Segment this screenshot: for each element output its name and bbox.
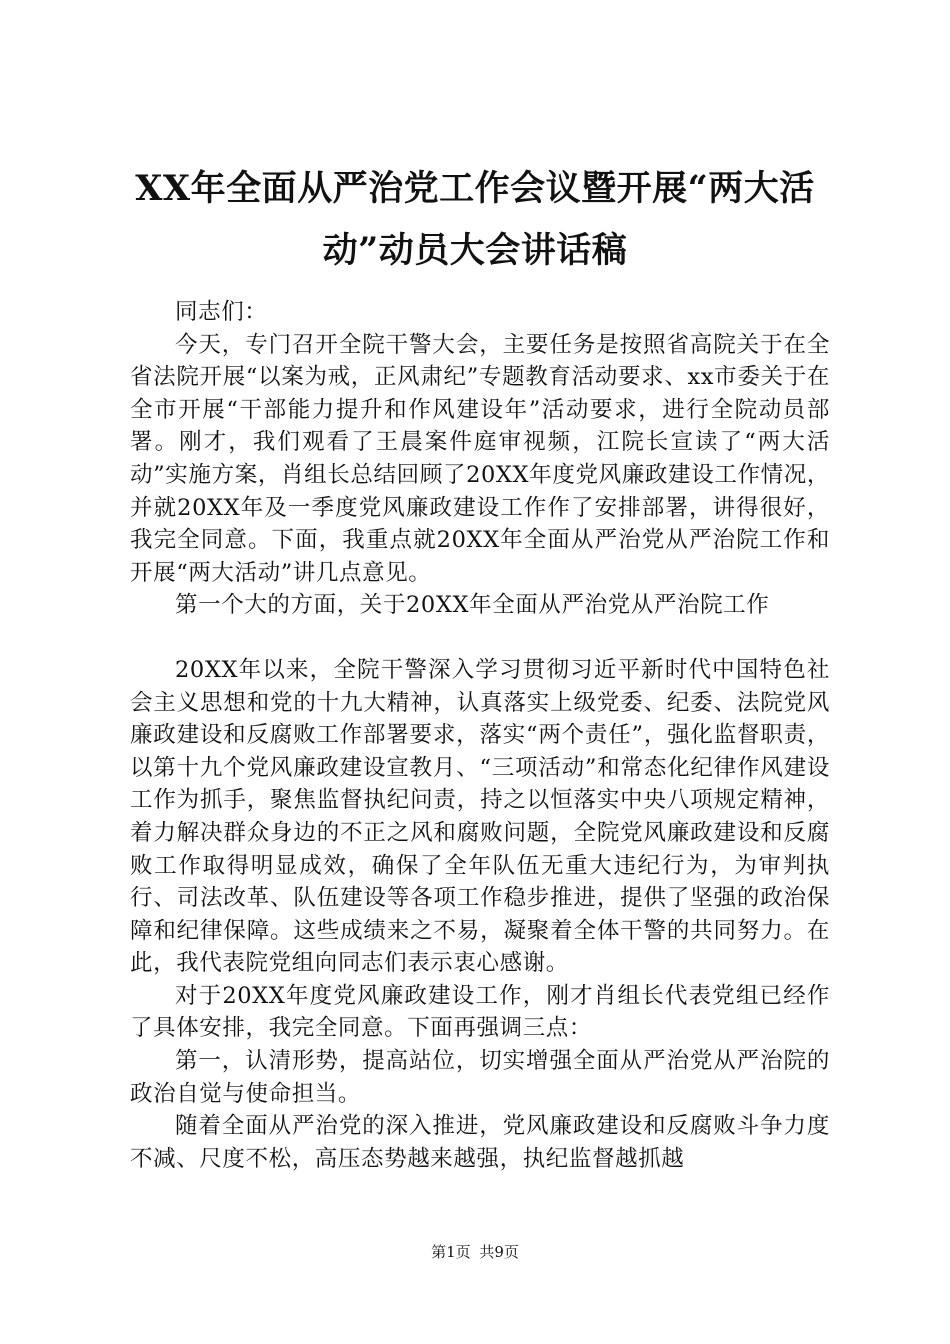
salutation-paragraph: 同志们：: [175, 299, 268, 325]
page-footer: [0, 1242, 950, 1262]
body-paragraph: 今天，专门召开全院干警大会，主要任务是按照省高院关于在全省法院开展“以案为戒，正风肃纪”专题教育活动要求、xx市委关于在全市开展“干部能力提升和作风建设年”活动要求，进行全院动员部署。刚才，我们观看了王晨案件庭审视频，江院长宣读了“两大活动”实施方案，肖组长总结回顾了20XX年度党风廉政建设工作情况，并就20XX年及一季度党风廉政建设工作作了安排部署，讲得很好，我完全同意。下面，我重点就20XX年全面从严治党从严治院工作和开展“两大活动”讲几点意见。: [130, 331, 830, 586]
title-line-1: XX年全面从严治党工作会议暨开展“两大活: [135, 168, 815, 209]
body-paragraph: 对于20XX年度党风廉政建设工作，刚才肖组长代表党组已经作了具体安排，我完全同意。下面再强调三点：: [130, 982, 830, 1042]
body-paragraph: 随着全面从严治党的深入推进，党风廉政建设和反腐败斗争力度不减、尺度不松，高压态势越来越强，执纪监督越抓越: [130, 1113, 830, 1172]
document-title: [120, 158, 830, 282]
point-heading-paragraph: 第一，认清形势，提高站位，切实增强全面从严治党从严治院的政治自觉与使命担当。: [130, 1048, 830, 1107]
body-paragraph: 20XX年以来，全院干警深入学习贯彻习近平新时代中国特色社会主义思想和党的十九大精神，认真落实上级党委、纪委、法院党风廉政建设和反腐败工作部署要求，落实“两个责任”，强化监督职责，以第十九个党风廉政建设宣教月、“三项活动”和常态化纪律作风建设工作为抓手，聚焦监督执纪问责，持之以恒落实中央八项规定精神，着力解决群众身边的不正之风和腐败问题，全院党风廉政建设和反腐败工作取得明显成效，确保了全年队伍无重大违纪行为，为审判执行、司法改革、队伍建设等各项工作稳步推进，提供了坚强的政治保障和纪律保障。这些成绩来之不易，凝聚着全体干警的共同努力。在此，我代表院党组向同志们表示衷心感谢。: [130, 656, 830, 977]
document-body: [130, 296, 830, 1175]
page-number: 第1页: [431, 1243, 471, 1261]
page-total: 共9页: [479, 1243, 519, 1261]
title-line-2: 动”动员大会讲话稿: [322, 230, 628, 271]
section-heading-paragraph: 第一个大的方面，关于20XX年全面从严治党从严治院工作: [175, 592, 770, 619]
